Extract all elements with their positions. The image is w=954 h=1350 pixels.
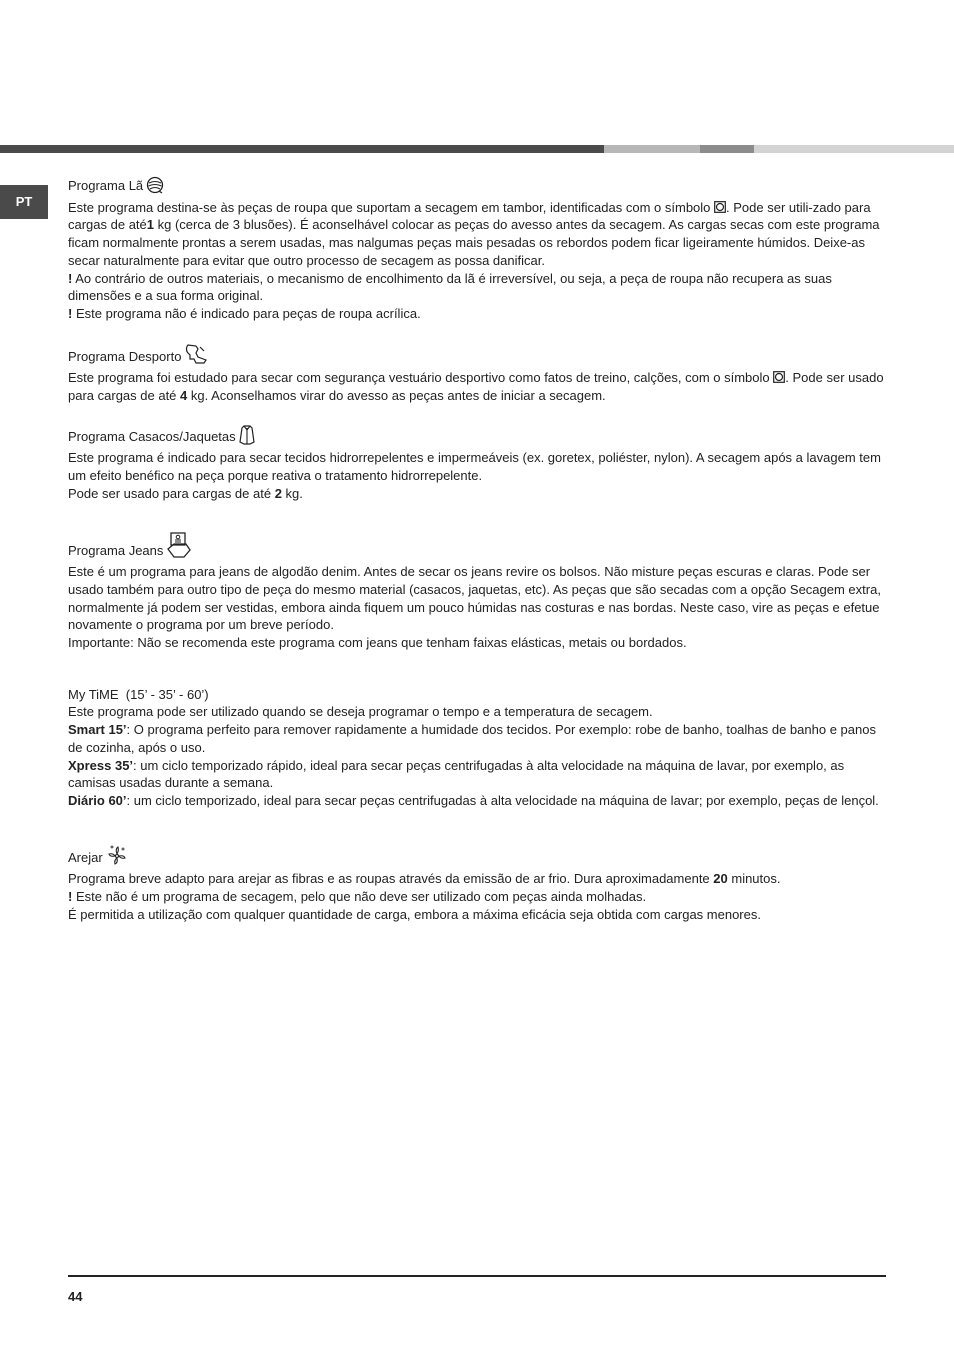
text: Este programa não é indicado para peças de roupa acrílica. <box>75 305 421 321</box>
paragraph: Importante: Não se recomenda este programa com jeans que tenham faixas elásticas, metais ou bordados. <box>68 635 687 651</box>
page-number: 44 <box>68 1289 83 1304</box>
duration-value: 20 <box>713 871 728 887</box>
language-tab: PT <box>0 185 48 219</box>
jacket-icon <box>239 425 255 450</box>
paragraph: Este é um programa para jeans de algodão denim. Antes de secar os jeans revire os bolsos. Não misture peças escuras e claras. Pode ser usado também para outro tipo de peça do mesmo material (casacos, jaquetas, etc). As peças que são secadas com a opção Secagem extra, normalmente já podem ser vestidas, embora ainda fiquem um pouco húmidas nas costuras e nas bordas. Neste caso, vire as peças e efetue novamente o programa por um breve período. <box>68 564 881 633</box>
paragraph: Este programa é indicado para secar tecidos hidrorrepelentes e impermeáveis (ex. goretex, poliéster, nylon). A secagem após a lavagem tem um efeito benéfico na peça porque reativa o tratamento hidrorrepelente. <box>68 450 881 484</box>
text: : um ciclo temporizado rápido, ideal para secar peças centrifugadas à alta velocidade na máquina de lavar, por exemplo, as camisas usadas durante a semana. <box>68 757 845 791</box>
section-jackets <box>68 425 886 503</box>
section-title-text: Programa Lã <box>68 178 144 193</box>
section-my-time <box>68 686 886 810</box>
header-bar-segment <box>700 145 754 153</box>
text: kg (cerca de 3 blusões). É aconselhável colocar as peças do avesso antes da secagem. As cargas secas com este programa ficam normalmente prontas a serem usadas, mas nalgumas peças mais pesadas os rebordos podem ficar ligeiramente húmidos. Deixe-as secar naturalmente para evitar que outro processo de secagem as possa danificar. <box>68 217 880 268</box>
text: . Pode ser usado para cargas de até <box>68 370 884 404</box>
section-title <box>68 531 886 564</box>
text: Este programa destina-se às peças de roupa que suportam a secagem em tambor, identificadas com o símbolo <box>68 199 711 215</box>
warning-mark: ! <box>68 305 73 321</box>
paragraph <box>68 369 886 404</box>
sport-shoe-icon <box>184 343 208 370</box>
load-value: 1 <box>146 217 155 233</box>
section-title <box>68 844 886 871</box>
section-title <box>68 425 886 450</box>
section-title-text: Programa Desporto <box>68 348 182 364</box>
text: Este programa foi estudado para secar com segurança vestuário desportivo como fatos de treino, calções, com o símbolo <box>68 370 770 386</box>
section-jeans <box>68 531 886 652</box>
warning-note <box>68 305 886 323</box>
text: minutos. <box>727 871 781 887</box>
section-wool <box>68 176 886 323</box>
section-title <box>68 343 886 370</box>
option-label: Diário 60’ <box>68 792 127 808</box>
warning-mark: ! <box>68 889 73 905</box>
header-bar-segment <box>754 145 954 153</box>
paragraph: Este programa pode ser utilizado quando se deseja programar o tempo e a temperatura de secagem. <box>68 704 653 720</box>
page-content <box>68 176 886 924</box>
text: Ao contrário de outros materiais, o mecanismo de encolhimento da lã é irreversível, ou seja, a peça de roupa não recupera as suas dimensões e a sua forma original. <box>68 270 832 304</box>
airing-fan-icon <box>106 844 128 871</box>
time-options: (15’ - 35’ - 60’) <box>125 686 209 702</box>
warning-mark: ! <box>68 270 73 286</box>
paragraph <box>68 485 886 503</box>
text: : um ciclo temporizado, ideal para secar peças centrifugadas à alta velocidade na máquina de lavar; por exemplo, peças de lençol. <box>126 792 879 808</box>
section-title <box>68 686 886 704</box>
section-title-text: My TiME <box>68 686 119 702</box>
paragraph <box>68 199 886 270</box>
header-bar-segment <box>0 145 604 153</box>
section-title-text: Programa Jeans <box>68 542 164 558</box>
paragraph <box>68 757 886 792</box>
paragraph <box>68 721 886 756</box>
header-bar-segment <box>604 145 700 153</box>
section-title-text: Programa Casacos/Jaquetas <box>68 428 236 444</box>
paragraph: É permitida a utilização com qualquer quantidade de carga, embora a máxima eficácia seja obtida com cargas menores. <box>68 906 761 922</box>
option-label: Smart 15’ <box>68 722 127 738</box>
load-value: 4 <box>180 388 188 404</box>
text: Pode ser usado para cargas de até <box>68 485 275 501</box>
text: kg. <box>281 485 303 501</box>
section-sport <box>68 343 886 405</box>
wool-ball-icon <box>146 176 164 199</box>
text: : O programa perfeito para remover rapidamente a humidade dos tecidos. Por exemplo: robe de banho, toalhas de banho e panos de cozinha, após o uso. <box>68 722 876 755</box>
tumble-dry-symbol-icon <box>773 370 785 385</box>
warning-note <box>68 270 886 305</box>
load-value: 2 <box>274 485 282 501</box>
paragraph <box>68 870 886 888</box>
footer-rule <box>68 1275 886 1277</box>
section-title <box>68 176 886 199</box>
text: Este não é um programa de secagem, pelo que não deve ser utilizado com peças ainda molhadas. <box>75 889 647 905</box>
section-airing <box>68 844 886 924</box>
paragraph <box>68 792 886 810</box>
text: Programa breve adapto para arejar as fibras e as roupas através da emissão de ar frio. Dura aproximadamente <box>68 871 714 887</box>
tumble-dry-symbol-icon <box>714 200 726 215</box>
section-title-text: Arejar <box>68 849 103 865</box>
option-label: Xpress 35’ <box>68 757 134 773</box>
warning-note <box>68 888 886 906</box>
text: . Pode ser utili-zado para cargas de até <box>68 199 871 233</box>
jeans-icon <box>166 531 192 564</box>
header-color-bar <box>0 145 954 153</box>
text: kg. Aconselhamos virar do avesso as peças antes de iniciar a secagem. <box>187 388 606 404</box>
